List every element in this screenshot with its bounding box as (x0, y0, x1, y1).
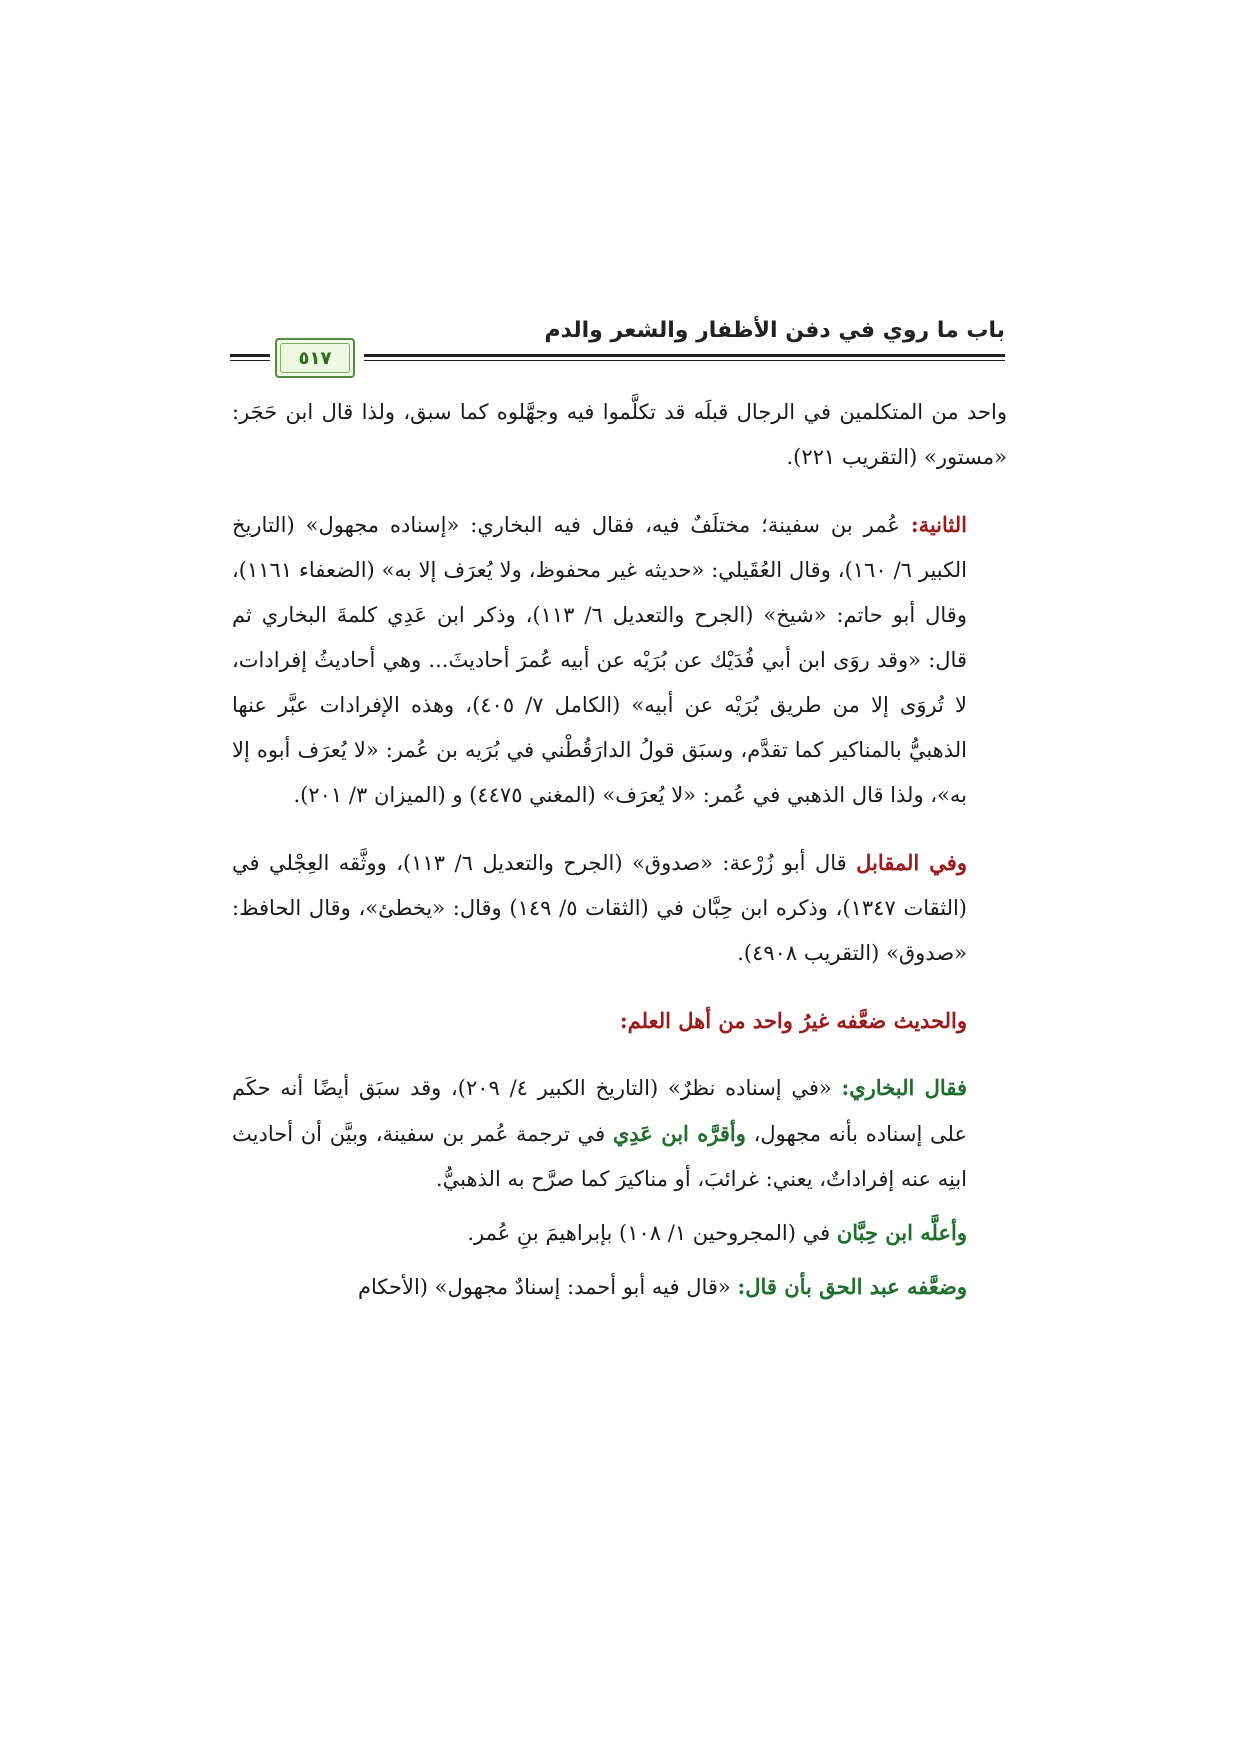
page-number-badge (275, 338, 355, 378)
paragraph-2-text: عُمر بن سفينة؛ مختلَفٌ فيه، فقال فيه البخاري: «إسناده مجهول» (التاريخ الكبير ٦/ ١٦٠)، وقال العُقَيلي: «حديثه غير محفوظ، ولا يُعرَف إلا به» (الضعفاء ١١٦١)، وقال أبو حاتم: «شيخ» (الجرح والتعديل ٦/ ١١٣)، وذكر ابن عَدِي كلمةَ البخاري ثم قال: «وقد روَى ابن أبي فُدَيْك عن بُرَيْه عن أبيه عُمرَ أحاديثَ... وهي أحاديثُ إفرادات، لا تُروَى إلا من طريق بُرَيْه عن أبيه» (الكامل ٧/ ٤٠٥)، وهذه الإفرادات عبَّر عنها الذهبيُّ بالمناكير كما تقدَّم، وسبَق قولُ الدارَقُطْني في بُرَيه بن عُمر: «لا يُعرَف أبوه إلا به»، ولذا قال الذهبي في عُمر: «لا يُعرَف» (المغني ٤٤٧٥) و (الميزان ٣/ ٢٠١). (232, 513, 967, 807)
paragraph-6 (232, 1264, 1007, 1310)
header-rule-left (230, 354, 270, 361)
paragraph-6-text: «قال فيه أبو أحمد: إسنادٌ مجهول» (الأحكام (358, 1275, 738, 1299)
paragraph-3 (232, 840, 1007, 976)
page-header (230, 318, 1005, 378)
section-heading: والحديث ضعَّفه غيرُ واحد من أهل العلم: (619, 1008, 967, 1033)
paragraph-1 (232, 390, 1007, 480)
paragraph-5-text: في (المجروحين ١/ ١٠٨) بإبراهيمَ بنِ عُمر. (467, 1221, 837, 1245)
chapter-title: باب ما روي في دفن الأظفار والشعر والدم (544, 318, 1005, 343)
paragraph-2 (232, 502, 1007, 818)
label-abd-al-haqq: وضعَّفه عبد الحق بأن قال: (737, 1274, 967, 1299)
page-number: ٥١٧ (298, 347, 332, 369)
paragraph-4-text-b: في ترجمة عُمر بن سفينة، وبيَّن أن أحاديث ابنِه عنه إفراداتٌ، يعني: غرائبَ، أو مناكيرَ كما صرَّح به الذهبيُّ. (232, 1122, 967, 1191)
paragraph-4-text-a: «في إسناده نظرٌ» (التاريخ الكبير ٤/ ٢٠٩)، وقد سبَق أيضًا أنه حكَم على إسناده بأنه مجهول، (232, 1076, 967, 1146)
paragraph-4 (232, 1065, 1007, 1202)
label-bukhari: فقال البخاري: (841, 1075, 967, 1100)
label-second: الثانية: (910, 512, 967, 537)
label-ibn-hibban: وأعلَّه ابن حِبَّان (836, 1220, 967, 1245)
paragraph-5 (232, 1210, 1007, 1256)
paragraph-3-text: قال أبو زُرْعة: «صدوق» (الجرح والتعديل ٦/ ١١٣)، ووثَّقه العِجْلي في (الثقات ١٣٤٧)، وذكره ابن حِبَّان في (الثقات ٥/ ١٤٩) وقال: «يخطئ»، وقال الحافظ: «صدوق» (التقريب ٤٩٠٨). (232, 851, 967, 965)
label-ibn-adi: وأقرَّه ابن عَدِي (612, 1121, 746, 1146)
paragraph-1-text: واحد من المتكلمين في الرجال قبلَه قد تكلَّموا فيه وجهَّلوه كما سبق، ولذا قال ابن حَجَر: «مستور» (التقريب ٢٢١). (232, 400, 1007, 469)
header-rule-right (364, 354, 1005, 361)
page-body (232, 390, 1007, 1310)
label-on-the-other-hand: وفي المقابل (856, 850, 967, 875)
